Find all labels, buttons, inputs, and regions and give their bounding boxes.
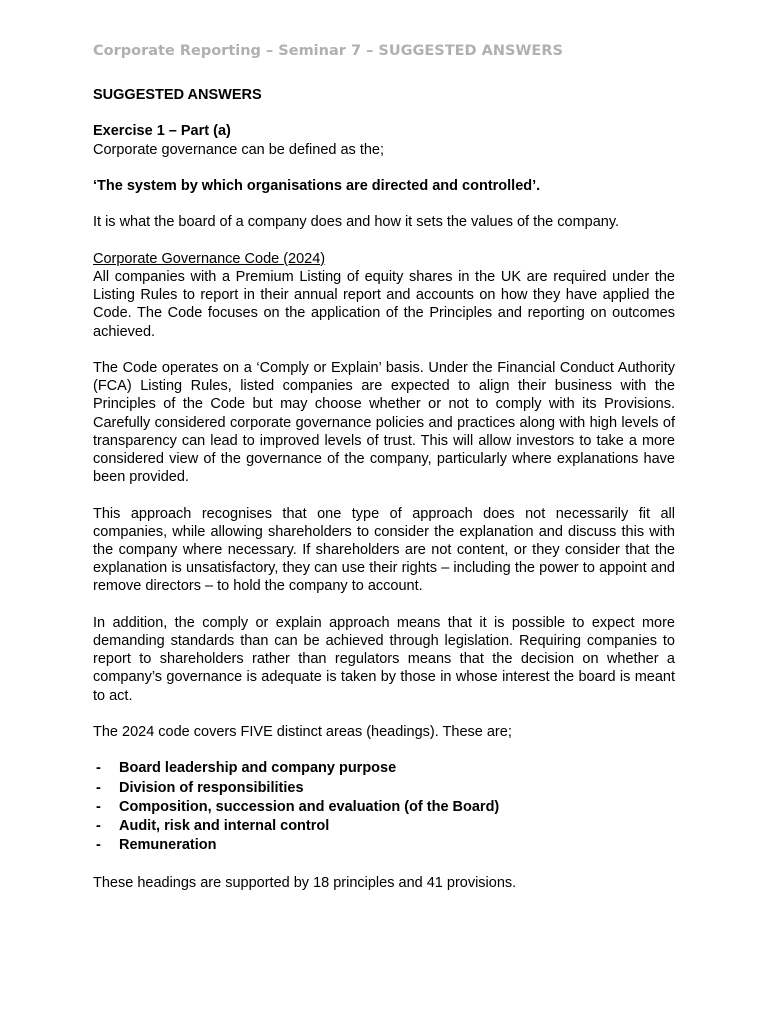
document-body <box>93 86 675 910</box>
areas-list <box>93 759 675 855</box>
list-item <box>93 836 675 855</box>
page-header: Corporate Reporting – Seminar 7 – SUGGESTED ANSWERS <box>93 43 563 59</box>
list-marker: - <box>96 817 101 834</box>
section-heading: SUGGESTED ANSWERS <box>93 87 262 103</box>
list-item-text: Division of responsibilities <box>119 779 304 796</box>
code-title-text: Corporate Governance Code (2024) <box>93 250 326 267</box>
areas-intro: The 2024 code covers FIVE distinct areas (headings). These are; <box>93 723 512 740</box>
list-item-text: Remuneration <box>119 837 217 854</box>
list-item <box>93 798 675 817</box>
paragraph-addition: In addition, the comply or explain approach means that it is possible to expect more demanding standards than can be achieved through legislation. Requiring companies to report to shareholders rather than regulators means that the decision on whether a company’s governance is adequate is taken by those in whose interest the board is meant to act. <box>93 614 675 704</box>
definition-quote: ‘The system by which organisations are directed and controlled’. <box>93 177 541 194</box>
list-marker: - <box>96 779 101 796</box>
list-marker: - <box>96 798 101 815</box>
paragraph-listing: All companies with a Premium Listing of equity shares in the UK are required under the Listing Rules to report in their annual report and accounts on how they have applied the Code. The Code focuses on the application of the Principles and reporting on outcomes achieved. <box>93 268 675 340</box>
paragraph-comply-or-explain: The Code operates on a ‘Comply or Explain’ basis. Under the Financial Conduct Authority (FCA) Listing Rules, listed companies are expected to align their business with the Principles of the Code but may choose whether or not to comply with its Provisions. Carefully considered corporate governance policies and practices along with high levels of transparency can lead to improved levels of trust. This will allow investors to take a more considered view of the governance of the company, particularly where explanations have been provided. <box>93 359 675 486</box>
list-marker: - <box>96 837 101 854</box>
exercise-title: Exercise 1 – Part (a) <box>93 123 231 140</box>
list-item <box>93 779 675 798</box>
board-sentence: It is what the board of a company does and how it sets the values of the company. <box>93 214 620 231</box>
code-title <box>93 250 675 268</box>
list-item <box>93 759 675 778</box>
list-item <box>93 817 675 836</box>
list-item-text: Audit, risk and internal control <box>119 817 330 834</box>
list-item-text: Board leadership and company purpose <box>119 760 397 777</box>
list-item-text: Composition, succession and evaluation (of the Board) <box>119 798 500 815</box>
list-marker: - <box>96 760 101 777</box>
paragraph-approach: This approach recognises that one type of approach does not necessarily fit all companies, while allowing shareholders to consider the explanation and discuss this with the company where necessary. If shareholders are not content, or they consider that the explanation is unsatisfactory, they can use their rights – including the power to appoint and remove directors – to hold the company to account. <box>93 505 675 595</box>
closing-sentence: These headings are supported by 18 principles and 41 provisions. <box>93 874 517 891</box>
definition-intro: Corporate governance can be defined as the; <box>93 141 385 158</box>
